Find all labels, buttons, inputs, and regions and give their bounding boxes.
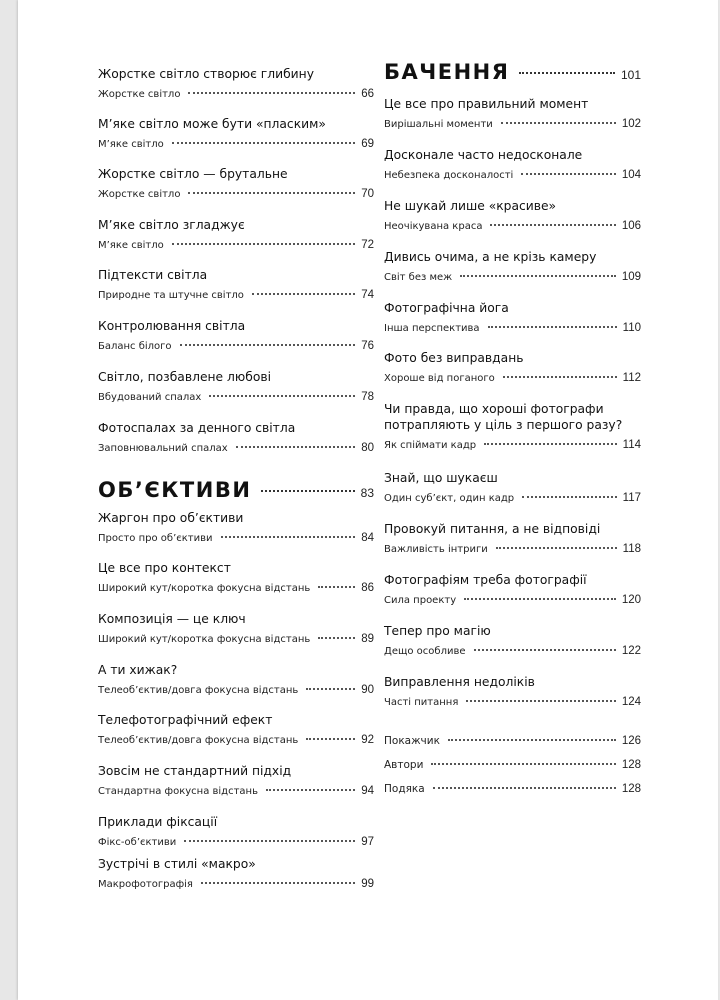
entry-page-number: 109 bbox=[621, 271, 641, 283]
entry-page-number: 94 bbox=[361, 785, 374, 797]
toc-entry[interactable] bbox=[98, 116, 374, 151]
toc-entry[interactable] bbox=[98, 560, 374, 595]
entry-subtitle: Природне та штучне світло bbox=[98, 290, 244, 301]
entry-subtitle: Телеоб’єктив/довга фокусна відстань bbox=[98, 735, 299, 746]
toc-entry[interactable] bbox=[384, 401, 641, 452]
misc-page-number: 128 bbox=[621, 783, 641, 795]
entry-page-number: 102 bbox=[621, 118, 641, 130]
toc-entry[interactable] bbox=[98, 814, 374, 849]
toc-entry[interactable] bbox=[98, 420, 374, 455]
entry-title: Зовсім не стандартний підхід bbox=[98, 764, 292, 778]
misc-page-number: 128 bbox=[621, 759, 641, 771]
toc-entry[interactable] bbox=[384, 198, 641, 233]
entry-title: Фотоспалах за денного світла bbox=[98, 421, 296, 435]
entry-page-number: 90 bbox=[361, 684, 374, 696]
dot-leader bbox=[503, 376, 617, 378]
toc-entry[interactable] bbox=[384, 623, 641, 658]
dot-leader bbox=[474, 649, 616, 651]
entry-subtitle: М’яке світло bbox=[98, 139, 164, 150]
section-title: ОБ’ЄКТИВИ bbox=[98, 478, 252, 502]
toc-entry[interactable] bbox=[98, 611, 374, 646]
entry-subtitle: Сила проекту bbox=[384, 595, 457, 606]
entry-page-number: 97 bbox=[361, 836, 374, 848]
toc-entry[interactable] bbox=[98, 369, 374, 404]
dot-leader bbox=[180, 344, 356, 346]
dot-leader bbox=[488, 326, 617, 328]
entry-title: М’яке світло згладжує bbox=[98, 218, 245, 232]
entry-page-number: 66 bbox=[361, 88, 374, 100]
entry-title: А ти хижак? bbox=[98, 663, 178, 677]
dot-leader bbox=[261, 490, 354, 492]
toc-page bbox=[18, 0, 718, 1000]
entry-subtitle: Стандартна фокусна відстань bbox=[98, 786, 258, 797]
entry-page-number: 99 bbox=[361, 878, 374, 890]
entry-subtitle: Вирішальні моменти bbox=[384, 119, 493, 130]
entry-subtitle: Заповнювальний спалах bbox=[98, 443, 228, 454]
entry-title: Фотографіям треба фотографії bbox=[384, 573, 587, 587]
dot-leader bbox=[448, 739, 616, 741]
entry-subtitle: Жорстке світло bbox=[98, 89, 181, 100]
dot-leader bbox=[431, 763, 615, 765]
section-page-number: 83 bbox=[360, 486, 374, 500]
toc-misc-authors[interactable] bbox=[384, 759, 641, 771]
entry-page-number: 70 bbox=[361, 188, 374, 200]
entry-title: Провокуй питання, а не відповіді bbox=[384, 522, 601, 536]
entry-page-number: 104 bbox=[621, 169, 641, 181]
entry-subtitle: Світ без меж bbox=[384, 272, 453, 283]
toc-misc-thanks[interactable] bbox=[384, 783, 641, 795]
toc-entry[interactable] bbox=[384, 470, 641, 505]
dot-leader bbox=[188, 92, 355, 94]
entry-subtitle: Широкий кут/коротка фокусна відстань bbox=[98, 583, 311, 594]
entry-subtitle: Макрофотографія bbox=[98, 879, 193, 890]
toc-entry[interactable] bbox=[384, 300, 641, 335]
dot-leader bbox=[188, 192, 355, 194]
entry-page-number: 86 bbox=[361, 582, 374, 594]
dot-leader bbox=[236, 446, 356, 448]
toc-entry[interactable] bbox=[98, 712, 374, 747]
entry-subtitle: М’яке світло bbox=[98, 240, 164, 251]
toc-entry[interactable] bbox=[98, 66, 374, 101]
toc-entry[interactable] bbox=[384, 350, 641, 385]
entry-subtitle: Широкий кут/коротка фокусна відстань bbox=[98, 634, 311, 645]
entry-page-number: 72 bbox=[361, 239, 374, 251]
entry-title: Це все про контекст bbox=[98, 561, 231, 575]
dot-leader bbox=[433, 787, 616, 789]
dot-leader bbox=[172, 243, 356, 245]
misc-label: Автори bbox=[384, 759, 424, 771]
entry-subtitle: Важливість інтриги bbox=[384, 544, 488, 555]
toc-entry[interactable] bbox=[98, 662, 374, 697]
toc-entry[interactable] bbox=[384, 147, 641, 182]
entry-page-number: 118 bbox=[622, 543, 641, 555]
dot-leader bbox=[501, 122, 616, 124]
entry-subtitle: Дещо особливе bbox=[384, 646, 466, 657]
entry-subtitle: Просто про об’єктиви bbox=[98, 533, 213, 544]
toc-entry[interactable] bbox=[98, 217, 374, 252]
entry-page-number: 122 bbox=[621, 645, 641, 657]
entry-title: Підтексти світла bbox=[98, 268, 208, 282]
entry-page-number: 76 bbox=[361, 340, 374, 352]
entry-title: Чи правда, що хороші фотографи потрапляють у ціль з першого разу? bbox=[384, 402, 623, 432]
toc-entry[interactable] bbox=[384, 572, 641, 607]
entry-page-number: 89 bbox=[361, 633, 374, 645]
entry-subtitle: Неочікувана краса bbox=[384, 221, 483, 232]
dot-leader bbox=[484, 443, 617, 445]
entry-page-number: 92 bbox=[361, 734, 374, 746]
dot-leader bbox=[201, 882, 355, 884]
entry-page-number: 120 bbox=[621, 594, 641, 606]
entry-subtitle: Хороше від поганого bbox=[384, 373, 495, 384]
entry-title: Фото без виправдань bbox=[384, 351, 524, 365]
misc-label: Подяка bbox=[384, 783, 425, 795]
entry-subtitle: Вбудований спалах bbox=[98, 392, 202, 403]
dot-leader bbox=[460, 275, 616, 277]
entry-title: Це все про правильний момент bbox=[384, 97, 589, 111]
dot-leader bbox=[184, 840, 355, 842]
entry-title: Виправлення недоліків bbox=[384, 675, 535, 689]
entry-title: Жаргон про об’єктиви bbox=[98, 511, 244, 525]
entry-page-number: 124 bbox=[621, 696, 641, 708]
entry-subtitle: Інша перспектива bbox=[384, 323, 480, 334]
entry-title: Дивись очима, а не крізь камеру bbox=[384, 250, 597, 264]
toc-entry[interactable] bbox=[384, 674, 641, 709]
entry-title: Приклади фіксації bbox=[98, 815, 218, 829]
dot-leader bbox=[209, 395, 355, 397]
entry-title: Не шукай лише «красиве» bbox=[384, 199, 557, 213]
entry-title: Фотографічна йога bbox=[384, 301, 509, 315]
entry-subtitle: Фікс-об’єктиви bbox=[98, 837, 177, 848]
entry-title: М’яке світло може бути «пласким» bbox=[98, 117, 326, 131]
entry-subtitle: Баланс білого bbox=[98, 341, 172, 352]
entry-title: Світло, позбавлене любові bbox=[98, 370, 272, 384]
dot-leader bbox=[466, 700, 615, 702]
toc-misc-index[interactable] bbox=[384, 735, 641, 747]
toc-entry[interactable] bbox=[98, 318, 374, 353]
entry-subtitle: Як спіймати кадр bbox=[384, 440, 477, 451]
entry-subtitle: Часті питання bbox=[384, 697, 459, 708]
toc-entry[interactable] bbox=[98, 166, 374, 201]
toc-entry[interactable] bbox=[384, 96, 641, 131]
toc-entry[interactable] bbox=[98, 510, 374, 545]
entry-title: Тепер про магію bbox=[384, 624, 491, 638]
dot-leader bbox=[306, 738, 355, 740]
entry-page-number: 78 bbox=[361, 391, 374, 403]
entry-title: Жорстке світло — брутальне bbox=[98, 167, 288, 181]
entry-title: Композиція — це ключ bbox=[98, 612, 246, 626]
dot-leader bbox=[490, 224, 615, 226]
toc-entry[interactable] bbox=[98, 267, 374, 302]
entry-title: Контролювання світла bbox=[98, 319, 246, 333]
section-title: БАЧЕННЯ bbox=[384, 60, 510, 84]
entry-page-number: 74 bbox=[361, 289, 374, 301]
entry-page-number: 112 bbox=[622, 372, 641, 384]
dot-leader bbox=[521, 173, 616, 175]
entry-subtitle: Небезпека досконалості bbox=[384, 170, 514, 181]
entry-page-number: 106 bbox=[621, 220, 641, 232]
dot-leader bbox=[318, 586, 355, 588]
misc-label: Покажчик bbox=[384, 735, 440, 747]
entry-page-number: 110 bbox=[622, 322, 641, 334]
entry-subtitle: Телеоб’єктив/довга фокусна відстань bbox=[98, 685, 299, 696]
entry-page-number: 114 bbox=[622, 439, 641, 451]
entry-title: Телефотографічний ефект bbox=[98, 713, 273, 727]
dot-leader bbox=[266, 789, 355, 791]
entry-title: Жорстке світло створює глибину bbox=[98, 67, 314, 81]
dot-leader bbox=[306, 688, 355, 690]
entry-subtitle: Жорстке світло bbox=[98, 189, 181, 200]
dot-leader bbox=[318, 637, 355, 639]
entry-subtitle: Один суб’єкт, один кадр bbox=[384, 493, 515, 504]
section-heading-lenses[interactable] bbox=[98, 478, 374, 502]
toc-entry[interactable] bbox=[98, 856, 374, 891]
dot-leader bbox=[522, 496, 617, 498]
section-page-number: 101 bbox=[620, 68, 641, 82]
entry-title: Зустрічі в стилі «макро» bbox=[98, 857, 256, 871]
dot-leader bbox=[172, 142, 356, 144]
entry-page-number: 117 bbox=[622, 492, 641, 504]
dot-leader bbox=[464, 598, 616, 600]
toc-entry[interactable] bbox=[384, 521, 641, 556]
toc-entry[interactable] bbox=[98, 763, 374, 798]
entry-page-number: 80 bbox=[361, 442, 374, 454]
dot-leader bbox=[496, 547, 617, 549]
dot-leader bbox=[519, 72, 615, 74]
section-heading-vision[interactable] bbox=[384, 60, 641, 84]
dot-leader bbox=[252, 293, 355, 295]
entry-title: Досконале часто недосконале bbox=[384, 148, 583, 162]
entry-page-number: 84 bbox=[361, 532, 374, 544]
misc-page-number: 126 bbox=[621, 735, 641, 747]
entry-title: Знай, що шукаєш bbox=[384, 471, 498, 485]
dot-leader bbox=[221, 536, 356, 538]
toc-entry[interactable] bbox=[384, 249, 641, 284]
entry-page-number: 69 bbox=[361, 138, 374, 150]
